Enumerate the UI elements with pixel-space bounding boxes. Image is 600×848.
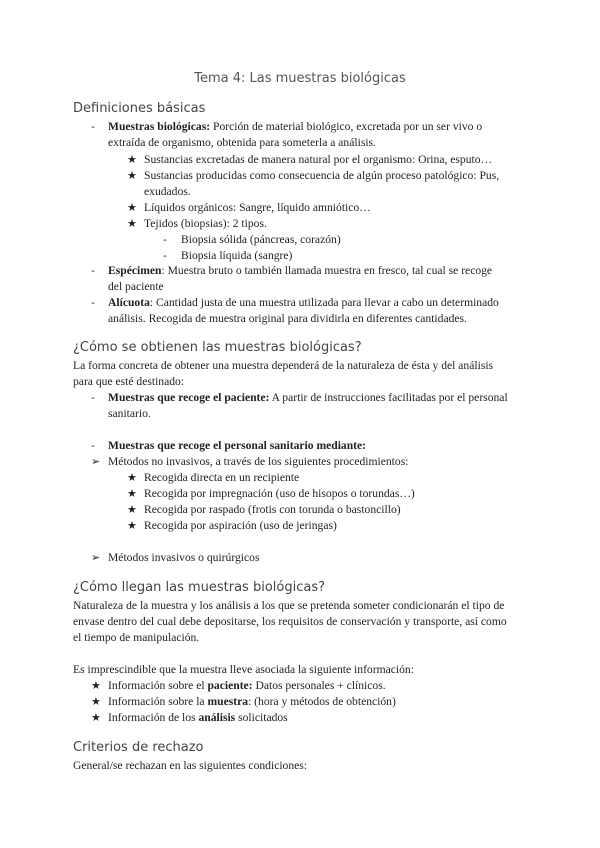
info-paciente: Información sobre el paciente: Datos personales + clínicos. [108,679,386,692]
item-recoge-paciente: Muestras que recoge el paciente: A partir de instrucciones facilitadas por el personal [108,391,508,404]
term: Muestras biológicas: [108,120,211,133]
list-item: Recogida por impregnación (uso de hisopos o torundas…) [144,487,415,500]
info-analisis: Información de los análisis solicitados [108,711,288,724]
def-muestras-biologicas-cont: extraída de organismo, obtenida para someterla a análisis. [108,136,376,149]
paragraph: envase dentro del cual debe depositarse, los requisitos de conservación y transporte, así como [73,615,507,628]
dash-marker: - [91,439,95,452]
heading-como-llegan: ¿Cómo llegan las muestras biológicas? [73,580,325,595]
paragraph: General/se rechazan en las siguientes condiciones: [73,759,308,772]
term: Muestras que recoge el personal sanitario mediante: [108,439,367,452]
star-icon: ★ [127,201,137,214]
def-muestras-biologicas: Muestras biológicas: Porción de material biológico, excretada por un ser vivo o [108,120,483,133]
star-icon: ★ [127,217,137,230]
term: Alícuota [108,296,150,309]
arrow-icon: ➢ [91,455,101,468]
info-muestra: Información sobre la muestra: (hora y métodos de obtención) [108,695,396,708]
star-icon: ★ [127,503,137,516]
def-especimen-cont: del paciente [108,280,164,293]
star-icon: ★ [91,711,101,724]
dash-marker: - [91,120,95,133]
dash-marker: - [91,296,95,309]
heading-definiciones: Definiciones básicas [73,101,206,116]
list-item: Métodos no invasivos, a través de los siguientes procedimientos: [108,455,409,468]
list-item: Biopsia líquida (sangre) [181,249,293,262]
star-icon: ★ [91,679,101,692]
page-title: Tema 4: Las muestras biológicas [194,71,406,86]
list-item: Sustancias producidas como consecuencia de algún proceso patológico: Pus, [144,169,500,182]
list-item: Tejidos (biopsias): 2 tipos. [144,217,267,230]
term: Espécimen [108,264,162,277]
list-item: Recogida por aspiración (uso de jeringas) [144,519,337,532]
list-item: Recogida por raspado (frotis con torunda o bastoncillo) [144,503,401,516]
paragraph: para que esté destinado: [73,375,185,388]
paragraph: Es imprescindible que la muestra lleve asociada la siguiente información: [73,663,414,676]
list-item: Métodos invasivos o quirúrgicos [108,551,260,564]
star-icon: ★ [127,153,137,166]
dash-marker: - [91,391,95,404]
def-alicuota-cont: análisis. Recogida de muestra original para dividirla en diferentes cantidades. [108,312,467,325]
paragraph: Naturaleza de la muestra y los análisis a los que se pretenda someter condicionarán el tipo de [73,599,505,612]
item-recoge-personal [108,438,366,454]
list-item: Biopsia sólida (páncreas, corazón) [181,233,341,246]
star-icon: ★ [91,695,101,708]
list-item-cont: exudados. [144,185,191,198]
list-item: Recogida directa en un recipiente [144,471,300,484]
paragraph: La forma concreta de obtener una muestra dependerá de la naturaleza de ésta y del análisis [73,359,494,372]
star-icon: ★ [127,471,137,484]
dash-marker: - [163,233,167,246]
heading-criterios-rechazo: Criterios de rechazo [73,740,204,755]
list-item: Líquidos orgánicos: Sangre, líquido amniótico… [144,201,371,214]
term: Muestras que recoge el paciente: [108,391,270,404]
heading-como-se-obtienen: ¿Cómo se obtienen las muestras biológicas? [73,340,362,355]
def-alicuota: Alícuota: Cantidad justa de una muestra utilizada para llevar a cabo un determinado [108,296,499,309]
arrow-icon: ➢ [91,551,101,564]
star-icon: ★ [127,169,137,182]
star-icon: ★ [127,487,137,500]
paragraph: el tiempo de manipulación. [73,631,200,644]
list-item: Sustancias excretadas de manera natural por el organismo: Orina, esputo… [144,153,493,166]
def-especimen: Espécimen: Muestra bruto o también llamada muestra en fresco, tal cual se recoge [108,264,493,277]
item-recoge-paciente-cont: sanitario. [108,407,151,420]
star-icon: ★ [127,519,137,532]
dash-marker: - [91,264,95,277]
dash-marker: - [163,249,167,262]
